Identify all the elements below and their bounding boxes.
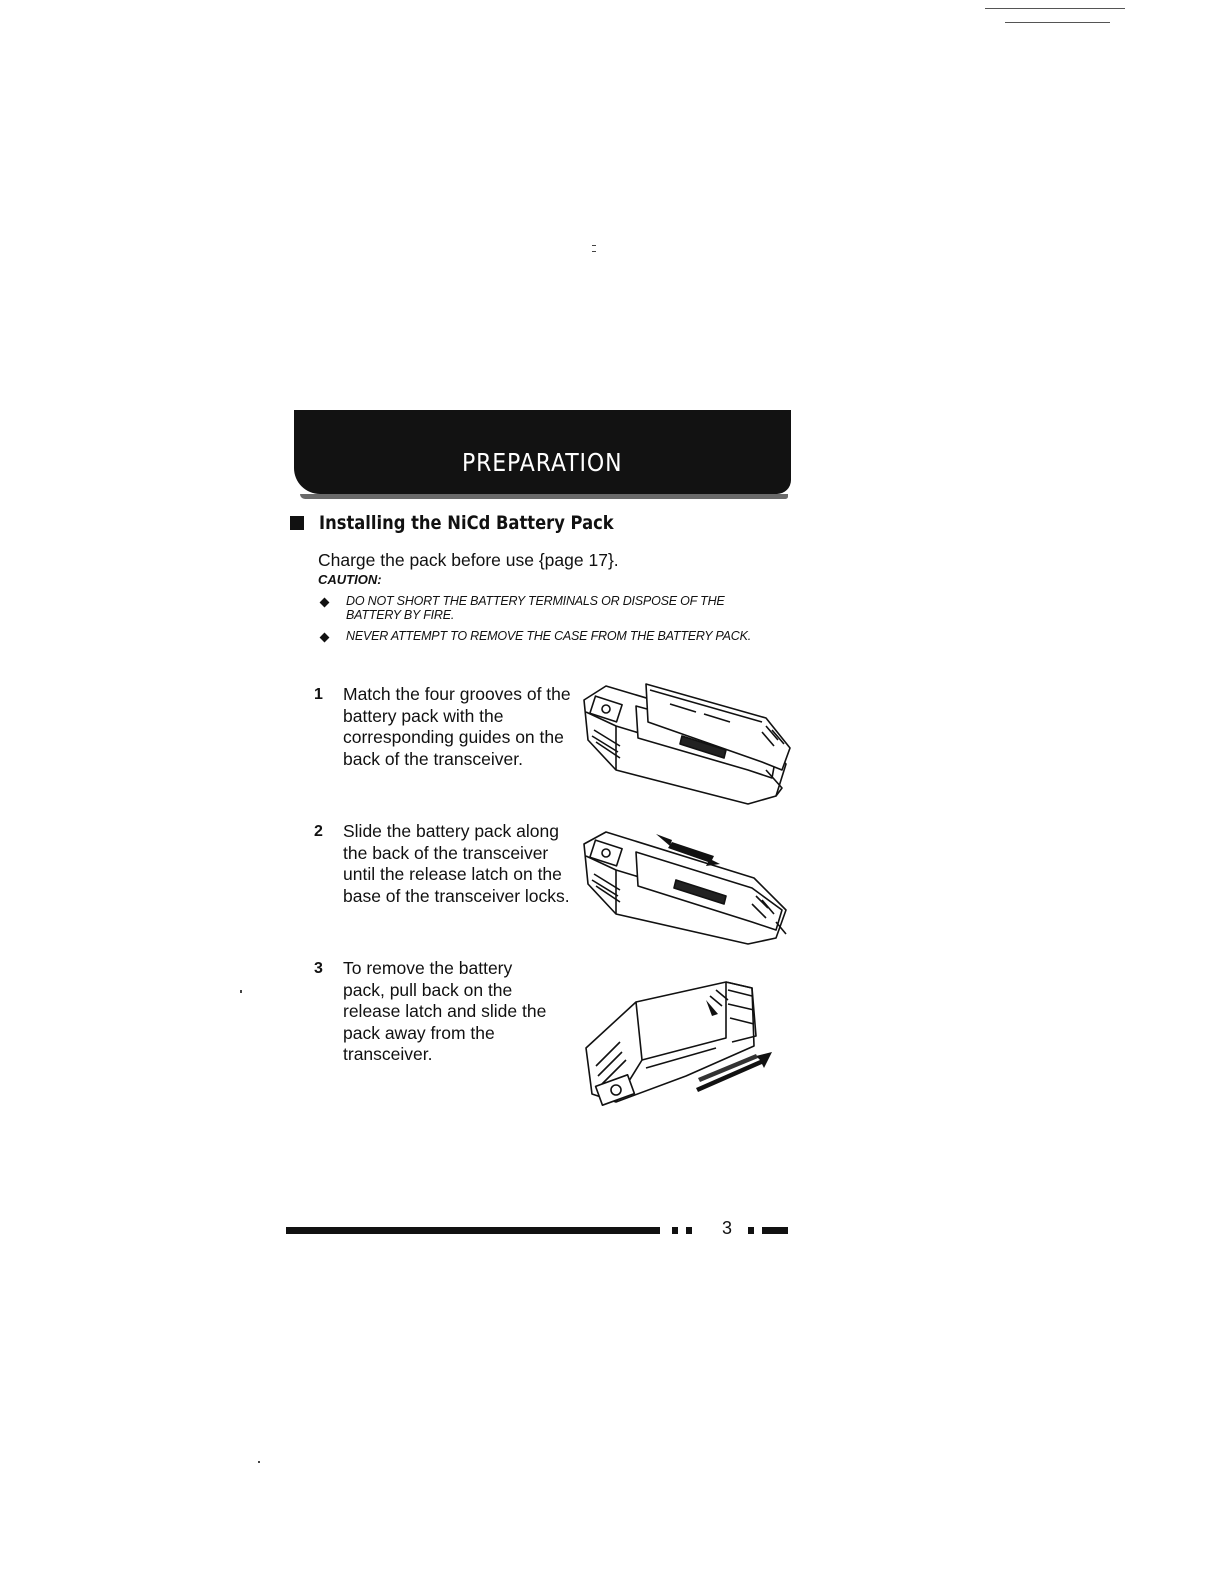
scan-corner-lines bbox=[985, 4, 1130, 28]
section-heading bbox=[290, 512, 662, 534]
step-item bbox=[314, 958, 584, 1066]
step-item bbox=[314, 821, 584, 907]
chapter-title: PREPARATION bbox=[462, 447, 623, 477]
scan-speck bbox=[592, 251, 596, 252]
chapter-header bbox=[294, 410, 791, 494]
step-text: To remove the battery pack, pull back on the release latch and slide the pack away from the transceiver. bbox=[343, 958, 547, 1064]
intro-text: Charge the pack before use {page 17}. bbox=[318, 550, 619, 570]
caution-item bbox=[318, 594, 788, 622]
scan-speck bbox=[592, 245, 596, 246]
page-number: 3 bbox=[722, 1218, 733, 1238]
footer-rule bbox=[286, 1227, 660, 1234]
transceiver-battery-illustration bbox=[576, 976, 786, 1116]
square-bullet-icon bbox=[290, 516, 304, 530]
footer-rule-end bbox=[762, 1227, 788, 1234]
footer-marker bbox=[686, 1227, 692, 1234]
scan-speck bbox=[258, 1461, 260, 1463]
step-text: Match the four grooves of the battery pack with the corresponding guides on the back of the transceiver. bbox=[343, 684, 571, 769]
caution-text: DO NOT SHORT THE BATTERY TERMINALS OR DISPOSE OF THE BATTERY BY FIRE. bbox=[346, 594, 725, 622]
diamond-bullet-icon bbox=[320, 598, 330, 608]
section-title: Installing the NiCd Battery Pack bbox=[319, 512, 614, 534]
step-text: Slide the battery pack along the back of the transceiver until the release latch on the base of the transceiver locks. bbox=[343, 821, 570, 906]
footer-marker bbox=[672, 1227, 678, 1234]
caution-list bbox=[318, 594, 788, 650]
step-number: 3 bbox=[314, 960, 323, 977]
step-item bbox=[314, 684, 584, 770]
caution-label: CAUTION: bbox=[318, 572, 382, 587]
transceiver-battery-illustration bbox=[576, 826, 798, 946]
scan-speck bbox=[240, 990, 242, 993]
chapter-header-shadow bbox=[300, 494, 788, 499]
caution-text: NEVER ATTEMPT TO REMOVE THE CASE FROM THE BATTERY PACK. bbox=[346, 629, 752, 643]
step-number: 1 bbox=[314, 686, 323, 703]
transceiver-battery-illustration bbox=[576, 678, 798, 808]
footer-marker bbox=[748, 1227, 754, 1234]
diamond-bullet-icon bbox=[320, 633, 330, 643]
caution-item bbox=[318, 629, 788, 643]
step-number: 2 bbox=[314, 823, 323, 840]
